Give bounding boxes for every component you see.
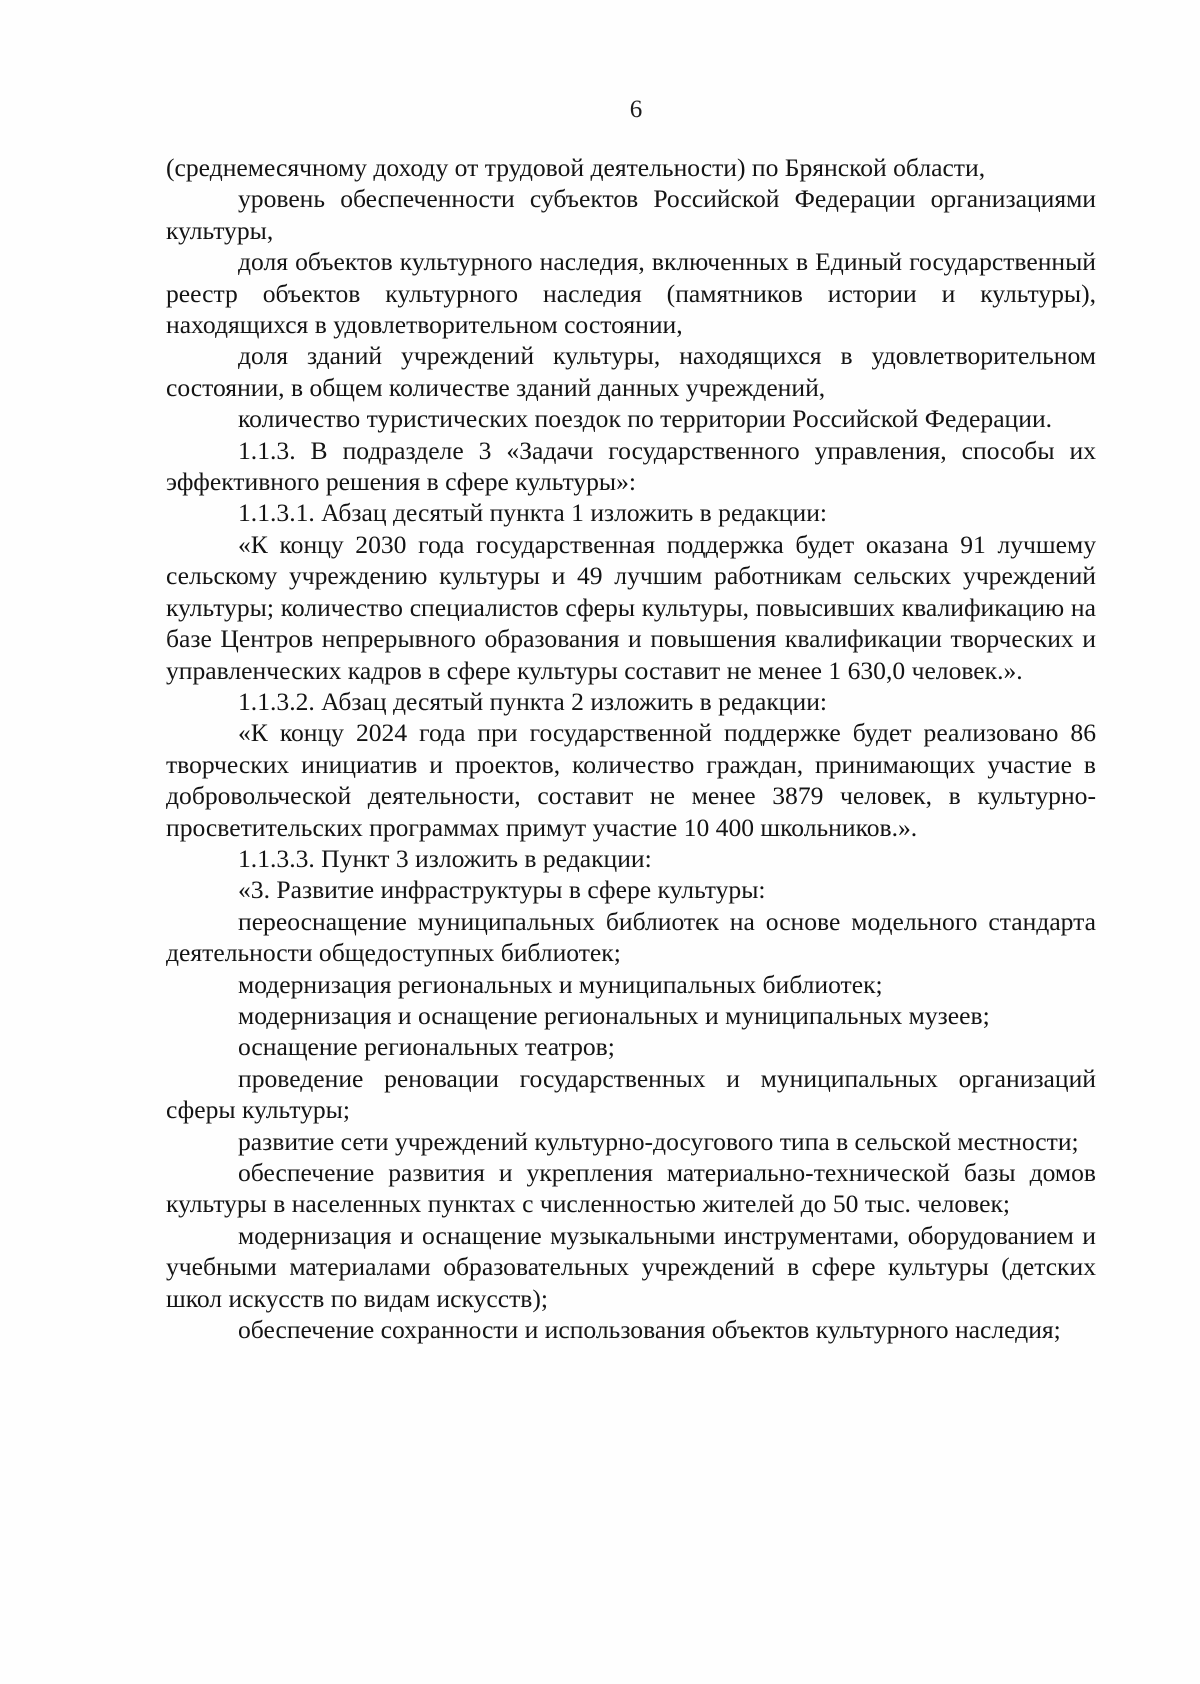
list-item: модернизация и оснащение музыкальными инструментами, оборудованием и учебными материалами образовательных учреждений в сфере культуры (детских школ искусств по видам искусств); xyxy=(166,1220,1096,1313)
list-item: развитие сети учреждений культурно-досугового типа в сельской местности; xyxy=(238,1126,1079,1156)
quoted-paragraph: «К концу 2030 года государственная поддержка будет оказана 91 лучшему сельскому учреждению культуры и 49 лучшим работникам сельских учреждений культуры; количество специалистов сферы культуры, повысивших квалификацию на базе Центров непрерывного образования и повышения квалификации творческих и управленческих кадров в сфере культуры составит не менее 1 630,0 человек.». xyxy=(166,529,1096,685)
list-item: обеспечение развития и укрепления материально-технической базы домов культуры в населенных пунктах с численностью жителей до 50 тыс. человек; xyxy=(166,1158,1096,1219)
page-number: 6 xyxy=(629,96,643,123)
paragraph: количество туристических поездок по территории Российской Федерации. xyxy=(238,404,1053,434)
list-item: модернизация и оснащение региональных и муниципальных музеев; xyxy=(238,1000,990,1030)
paragraph: (среднемесячному доходу от трудовой деятельности) по Брянской области, xyxy=(166,153,986,182)
list-item: проведение реновации государственных и муниципальных организаций сферы культуры; xyxy=(166,1063,1096,1125)
list-item: переоснащение муниципальных библиотек на основе модельного стандарта деятельности общедоступных библиотек; xyxy=(166,906,1096,968)
quoted-paragraph: «К концу 2024 года при государственной поддержке будет реализовано 86 творческих инициатив и проектов, количество граждан, принимающих участие в добровольческой деятельности, составит не менее 3879 человек, в культурно-просветительских программах примут участие 10 400 школьников.». xyxy=(166,718,1096,842)
document-body xyxy=(166,152,1096,1345)
section-heading: 1.1.3.3. Пункт 3 изложить в редакции: xyxy=(238,843,652,873)
section-heading: 1.1.3. В подразделе 3 «Задачи государственного управления, способы их эффективного решения в сфере культуры»: xyxy=(166,435,1096,497)
paragraph: доля зданий учреждений культуры, находящихся в удовлетворительном состоянии, в общем количестве зданий данных учреждений, xyxy=(166,341,1096,402)
section-heading: 1.1.3.2. Абзац десятый пункта 2 изложить в редакции: xyxy=(238,686,828,716)
paragraph: доля объектов культурного наследия, включенных в Единый государственный реестр объектов культурного наследия (памятников истории и культуры), находящихся в удовлетворительном состоянии, xyxy=(166,247,1096,340)
section-heading: 1.1.3.1. Абзац десятый пункта 1 изложить в редакции: xyxy=(238,498,828,528)
list-item: обеспечение сохранности и использования объектов культурного наследия; xyxy=(238,1315,1061,1345)
list-item: оснащение региональных театров; xyxy=(238,1032,615,1062)
list-item: модернизация региональных и муниципальных библиотек; xyxy=(238,969,883,999)
paragraph: уровень обеспеченности субъектов Российской Федерации организациями культуры, xyxy=(166,184,1096,245)
quoted-paragraph: «3. Развитие инфраструктуры в сфере культуры: xyxy=(238,875,766,905)
